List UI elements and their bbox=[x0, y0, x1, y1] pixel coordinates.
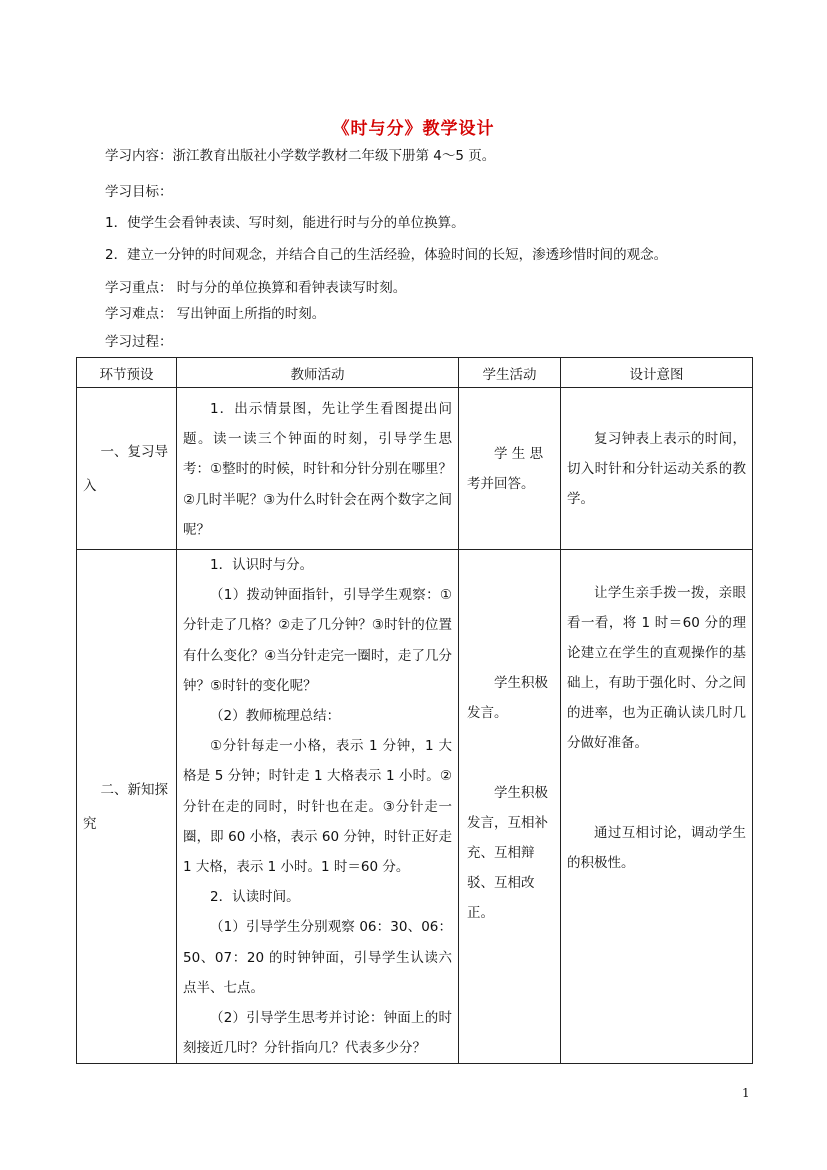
page-title: 《时与分》教学设计 bbox=[332, 119, 495, 139]
goal-1: 1．使学生会看钟表读、写时刻，能进行时与分的单位换算。 bbox=[105, 215, 465, 231]
page-number: 1 bbox=[742, 1086, 750, 1100]
header-stage: 环节预设 bbox=[77, 358, 177, 388]
intent-1: 让学生亲手拨一拨，亲眼看一看，将 1 时＝60 分的理论建立在学生的直观操作的基础上，有助于强化时、分之间的进率，也为正确认读几时几分做好准备。 bbox=[567, 585, 746, 751]
difficulty: 学习难点： 写出钟面上所指的时刻。 bbox=[105, 306, 326, 322]
lesson-plan-table bbox=[76, 357, 753, 1064]
teacher-step-2-1: （1）引导学生分别观察 06：30、06：50、07：20 的时钟钟面，引导学生认读六点半、七点。 bbox=[183, 919, 452, 996]
row2-intent bbox=[561, 550, 753, 1064]
header-teacher: 教师活动 bbox=[177, 358, 459, 388]
row2-teacher bbox=[177, 550, 459, 1064]
teacher-step-1: 1．认识时与分。 bbox=[210, 557, 314, 573]
teacher-summary: ①分针每走一小格，表示 1 分钟，1 大格是 5 分钟；时针走 1 大格表示 1 小时。②分针在走的同时，时针也在走。③分针走一圈，即 60 小格，表示 60 分钟，时针正好走 1 大格，表示 1 小时。1 时＝60 分。 bbox=[183, 738, 452, 876]
row1-intent: 复习钟表上表示的时间，切入时针和分针运动关系的教学。 bbox=[561, 388, 753, 550]
header-student: 学生活动 bbox=[459, 358, 561, 388]
row2-stage: 二、新知探究 bbox=[77, 550, 177, 1064]
goals-label: 学习目标： bbox=[105, 184, 173, 200]
row1-student: 学 生 思 考并回答。 bbox=[459, 388, 561, 550]
table-row bbox=[77, 388, 753, 550]
teacher-step-1-2: （2）教师梳理总结： bbox=[210, 708, 341, 725]
process-label: 学习过程： bbox=[105, 334, 173, 350]
header-intent: 设计意图 bbox=[561, 358, 753, 388]
row1-stage: 一、复习导入 bbox=[77, 388, 177, 550]
student-response-1: 学生积极发言。 bbox=[467, 675, 548, 721]
key-point: 学习重点： 时与分的单位换算和看钟表读写时刻。 bbox=[105, 280, 407, 296]
study-content: 学习内容：浙江教育出版社小学数学教材二年级下册第 4～5 页。 bbox=[105, 148, 496, 164]
table-header-row bbox=[77, 358, 753, 388]
goal-2: 2．建立一分钟的时间观念，并结合自己的生活经验，体验时间的长短，渗透珍惜时间的观念。 bbox=[105, 247, 668, 263]
student-response-2: 学生积极发言，互相补充、互相辩驳、互相改正。 bbox=[467, 785, 548, 921]
teacher-step-2-2: （2）引导学生思考并讨论：钟面上的时刻接近几时？分针指向几？代表多少分？ bbox=[183, 1010, 452, 1057]
table-row bbox=[77, 550, 753, 1064]
row1-teacher: 1．出示情景图，先让学生看图提出问题。读一读三个钟面的时刻，引导学生思考：①整时的时候，时针和分针分别在哪里？②几时半呢？③为什么时针会在两个数字之间呢？ bbox=[177, 388, 459, 550]
row2-student bbox=[459, 550, 561, 1064]
teacher-step-2: 2．认读时间。 bbox=[210, 889, 300, 906]
teacher-step-1-1: （1）拨动钟面指针，引导学生观察：①分针走了几格？②走了几分钟？③时针的位置有什么变化？④当分针走完一圈时，走了几分钟？⑤时针的变化呢？ bbox=[183, 587, 452, 694]
intent-2: 通过互相讨论，调动学生的积极性。 bbox=[567, 825, 746, 871]
